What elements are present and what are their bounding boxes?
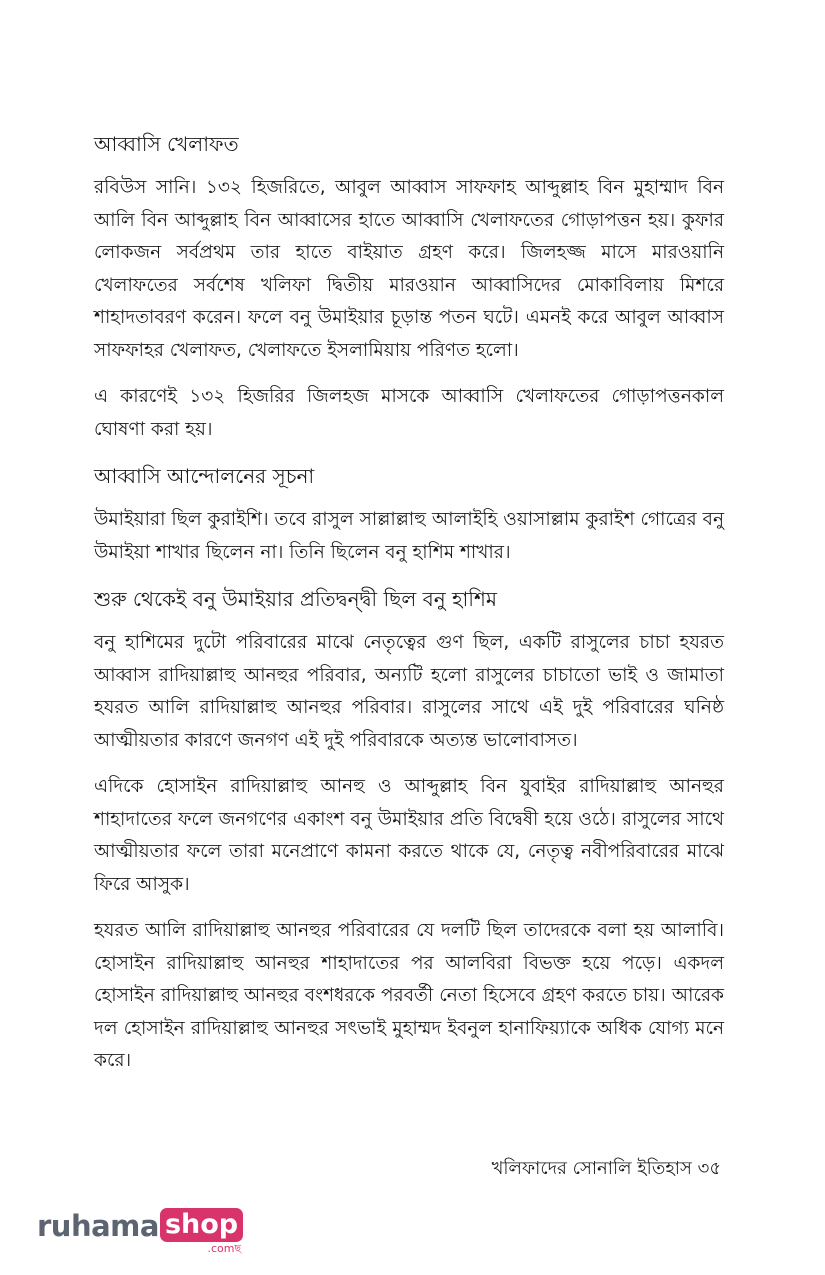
page-content <box>94 128 724 1092</box>
running-footer: খলিফাদের সোনালি ইতিহাস ৩৫ <box>491 1158 721 1179</box>
logo-wordmark: ruhama <box>37 1209 159 1243</box>
paragraph-hussain-martyrdom: এদিকে হোসাইন রাদিয়াল্লাহু আনহু ও আব্দুল্লাহ বিন যুবাইর রাদিয়াল্লাহু আনহুর শাহাদাতের ফলে জনগণের একাংশ বনু উমাইয়ার প্রতি বিদ্বেষী হয়ে ওঠে। রাসুলের সাথে আত্মীয়তার ফলে তারা মনেপ্রাণে কামনা করতে থাকে যে, নেতৃত্ব নবীপরিবারের মাঝে ফিরে আসুক। <box>94 776 724 895</box>
paragraph-alawi-division: হযরত আলি রাদিয়াল্লাহু আনহুর পরিবারের যে দলটি ছিল তাদেরকে বলা হয় আলাবি। হোসাইন রাদিয়াল্লাহু আনহুর শাহাদাতের পর আলবিরা বিভক্ত হয়ে পড়ে। একদল হোসাইন রাদিয়াল্লাহু আনহুর বংশধরকে পরবর্তী নেতা হিসেবে গ্রহণ করতে চায়। আরেক দল হোসাইন রাদিয়াল্লাহু আনহুর সৎভাই মুহাম্মদ ইবনুল হানাফিয়্যাকে অধিক যোগ্য মনে করে। <box>94 920 724 1071</box>
logo-shop-block <box>160 1208 243 1255</box>
section-heading-movement-origin: আব্বাসি আন্দোলনের সূচনা <box>94 464 315 488</box>
logo-domain: .comছ <box>207 1242 242 1255</box>
paragraph-umayyad-quraish: উমাইয়ারা ছিল কুরাইশি। তবে রাসুল সাল্লাল্লাহু আলাইহি ওয়াসাল্লাম কুরাইশ গোত্রের বনু উমাইয়া শাখার ছিলেন না। তিনি ছিলেন বনু হাশিম শাখার। <box>94 509 724 563</box>
paragraph-hashim-families: বনু হাশিমের দুটো পরিবারের মাঝে নেতৃত্বের গুণ ছিল, একটি রাসুলের চাচা হযরত আব্বাস রাদিয়াল্লাহু আনহুর পরিবার, অন্যটি হলো রাসুলের চাচাতো ভাই ও জামাতা হযরত আলি রাদিয়াল্লাহু আনহুর পরিবার। রাসুলের সাথে এই দুই পরিবারের ঘনিষ্ঠ আত্মীয়তার কারণে জনগণ এই দুই পরিবারকে অত্যন্ত ভালোবাসত। <box>94 632 724 751</box>
ruhamashop-logo <box>37 1208 243 1258</box>
paragraph-caliphate-founding: রবিউস সানি। ১৩২ হিজরিতে, আবুল আব্বাস সাফফাহ আব্দুল্লাহ বিন মুহাম্মাদ বিন আলি বিন আব্দুল্লাহ বিন আব্বাসের হাতে আব্বাসি খেলাফতের গোড়াপত্তন হয়। কুফার লোকজন সর্বপ্রথম তার হাতে বাইয়াত গ্রহণ করে। জিলহজ্জ মাসে মারওয়ানি খেলাফতের সর্বশেষ খলিফা দ্বিতীয় মারওয়ান আব্বাসিদের মোকাবিলায় মিশরে শাহাদতাবরণ করেন। ফলে বনু উমাইয়ার চূড়ান্ত পতন ঘটে। এমনই করে আবুল আব্বাস সাফফাহর খেলাফত, খেলাফতে ইসলামিয়ায় পরিণত হলো। <box>94 177 724 361</box>
paragraph-founding-date: এ কারণেই ১৩২ হিজরির জিলহজ মাসকে আব্বাসি খেলাফতের গোড়াপত্তনকাল ঘোষণা করা হয়। <box>94 386 724 440</box>
logo-shop-badge: shop <box>160 1208 243 1242</box>
section-heading-abbasid-caliphate: আব্বাসি খেলাফত <box>94 132 239 156</box>
section-heading-hashim-rivalry: শুরু থেকেই বনু উমাইয়ার প্রতিদ্বন্দ্বী ছিল বনু হাশিম <box>94 587 497 611</box>
